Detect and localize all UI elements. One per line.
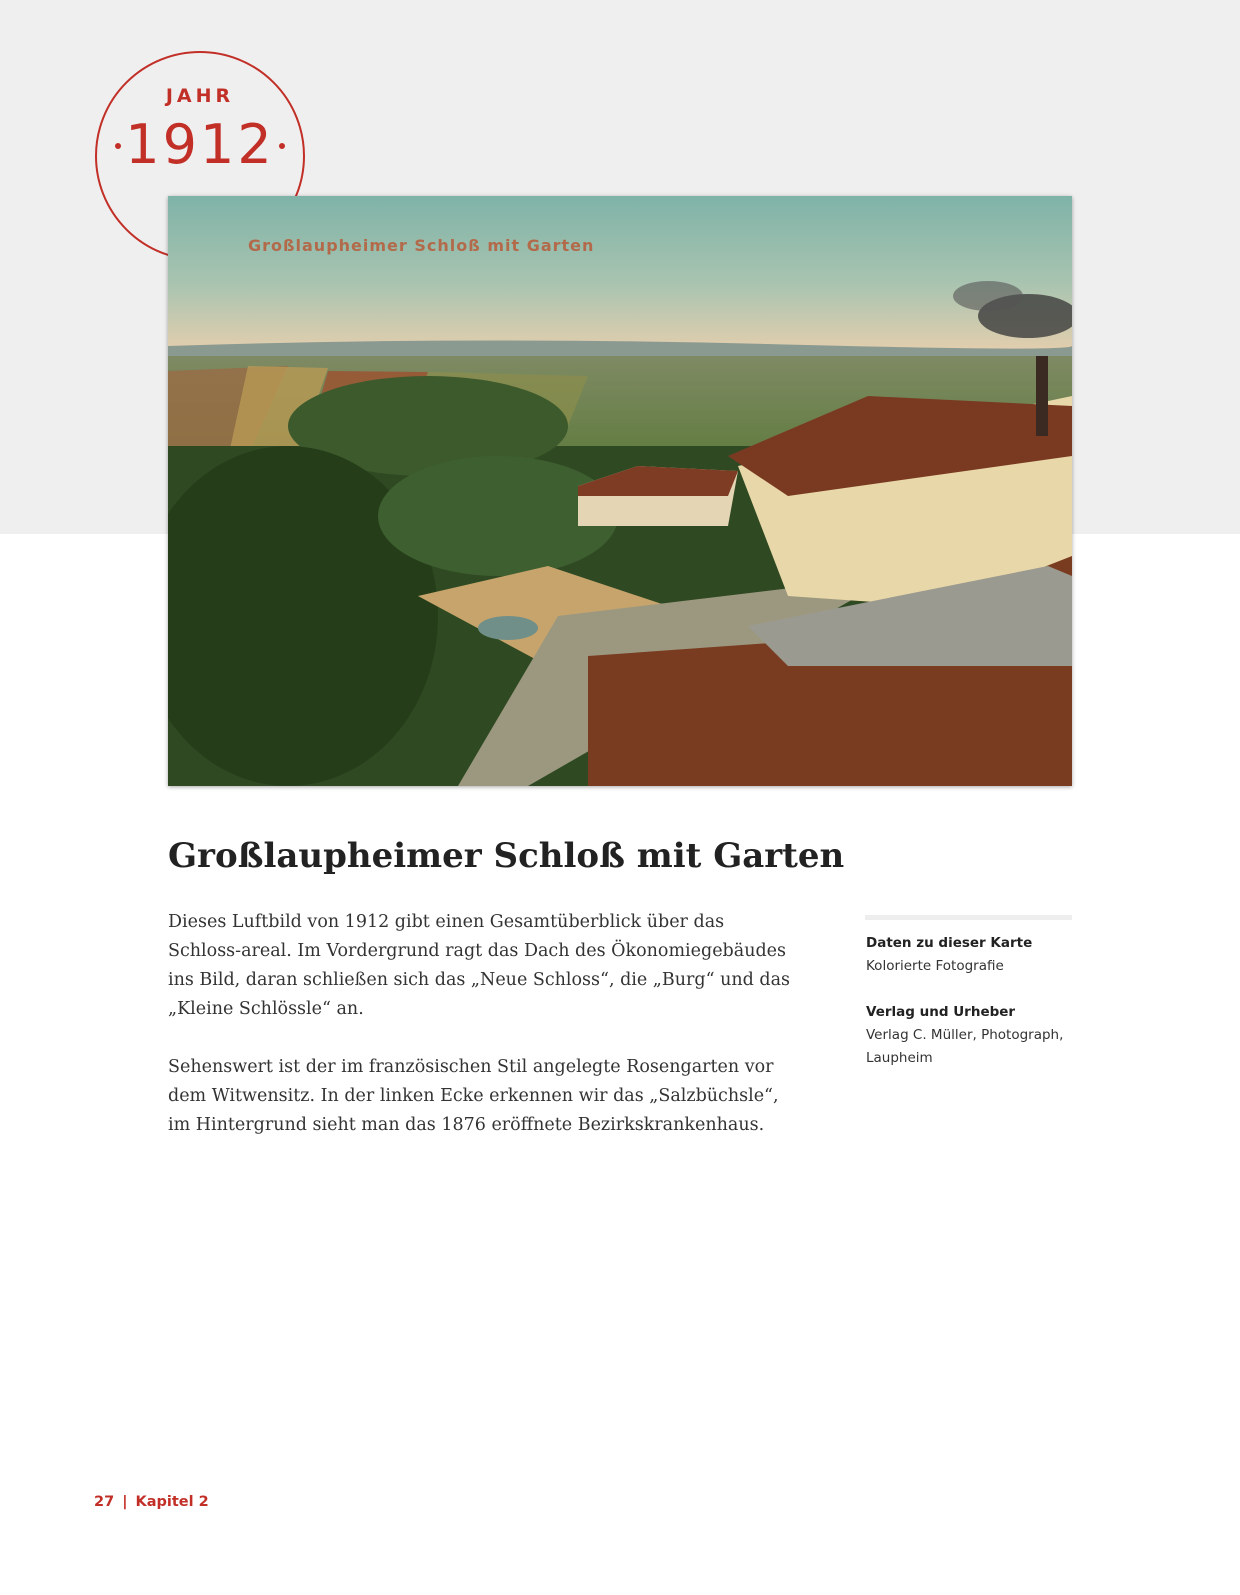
publisher-info-block [866,1001,1076,1070]
chapter-label: Kapitel 2 [135,1494,209,1510]
data-info-block [866,932,1076,978]
sidebar-divider [865,915,1072,920]
data-value: Kolorierte Fotografie [866,958,1004,974]
publisher-label: Verlag und Urheber [866,1004,1016,1020]
paragraph-1: Dieses Luftbild von 1912 gibt einen Gesamtüberblick über das Schloss-areal. Im Vordergrund ragt das Dach des Ökonomiegebäudes ins Bild, daran schließen sich das „Neue Schloss“, die „Burg“ und das „Kleine Schlössle“ an. [168,912,791,1019]
footer-separator: | [122,1494,128,1510]
stamp-label: JAHR [165,85,235,107]
page-footer [94,1494,209,1510]
stamp-dot-left [115,143,121,149]
publisher-value: Verlag C. Müller, Photograph, Laupheim [866,1027,1064,1066]
postcard-caption: Großlaupheimer Schloß mit Garten [248,236,595,255]
stamp-dot-right [279,143,285,149]
sidebar-info [866,932,1076,1093]
article-body [168,908,793,1169]
paragraph-2: Sehenswert ist der im französischen Stil angelegte Rosengarten vor dem Witwensitz. In der linken Ecke erkennen wir das „Salzbüchsle“, im Hintergrund sieht man das 1876 eröffnete Bezirkskrankenhaus. [168,1057,779,1135]
data-label: Daten zu dieser Karte [866,935,1033,951]
stamp-year: 1912 [125,113,275,176]
page-number: 27 [94,1494,115,1510]
postcard-illustration [168,196,1072,786]
page-title: Großlaupheimer Schloß mit Garten [168,836,845,876]
historic-postcard-image [168,196,1072,786]
